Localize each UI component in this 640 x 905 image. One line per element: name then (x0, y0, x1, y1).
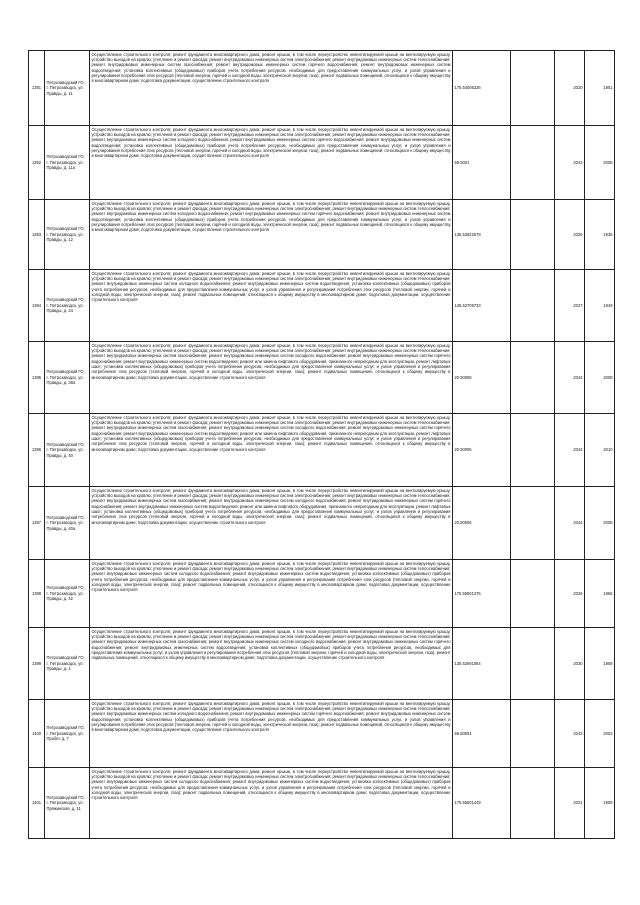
row-planned-year: 2043 (555, 700, 585, 768)
empty-cell (511, 270, 555, 342)
row-built-year: 1951 (585, 51, 615, 126)
row-area: 175.55501275 (453, 560, 511, 628)
row-built-year: 1956 (585, 560, 615, 628)
row-number: 1394 (29, 270, 45, 342)
table-row (29, 51, 615, 126)
row-number: 1396 (29, 414, 45, 487)
row-planned-year: 2030 (555, 628, 585, 700)
table-row (29, 342, 615, 414)
row-address: Петрозаводский ГО, г. Петрозаводск, ул. Правды, д. 42 (45, 560, 90, 628)
row-area: 59.5001 (453, 126, 511, 200)
row-number: 1395 (29, 342, 45, 414)
row-built-year: 2008 (585, 342, 615, 414)
row-address: Петрозаводский ГО, г. Петрозаводск, ул. Пробег, д. 7 (45, 700, 90, 768)
row-area: 20.50008 (453, 342, 511, 414)
table-row (29, 414, 615, 487)
row-works: Осуществление строительного контроля; ремонт фундамента многоквартирного дома; ремонт крыши, в том числе переустройство невентилируемой крыши на вентилируемую крышу, устройство выходов на кровлю; утепление и ремонт фасада; ремонт внутридомовых инженерных систем электроснабжения; ремонт внутридомовых инженерных систем теплоснабжения; ремонт внутридомовых инженерных систем холодного водоснабжения; ремонт внутридомовых инженерных систем горячего водоснабжения; ремонт внутридомовых инженерных систем водоотведения; установка коллективных (общедомовых) приборов учета потребления ресурсов, необходимых для предоставления коммунальных услуг, и узлов управления и регулирования потребления этих ресурсов (тепловой энергии, горячей и холодной воды, электрической энергии, газа); ремонт подвальных помещений, относящихся к общему имуществу в многоквартирном доме; подготовка документации, осуществление строительного контроля (90, 700, 453, 768)
empty-cell (511, 487, 555, 560)
empty-cell (511, 414, 555, 487)
row-works: Осуществление строительного контроля; ремонт фундамента многоквартирного дома; ремонт крыши, в том числе переустройство невентилируемой крыши на вентилируемую крышу, устройство выходов на кровлю; утепление и ремонт фасада; ремонт внутридомовых инженерных систем электроснабжения; ремонт внутридомовых инженерных систем теплоснабжения; ремонт внутридомовых инженерных систем холодного водоснабжения; ремонт внутридомовых инженерных систем водоотведения; установка коллективных (общедомовых) приборов учета потребления ресурсов, необходимых для предоставления коммунальных услуг, и узлов управления и регулирования потребления этих ресурсов (тепловой энергии, горячей и холодной воды, электрической энергии, газа); ремонт подвальных помещений, относящихся к общему имуществу в многоквартирном доме; подготовка документации, осуществление строительного контроля (90, 270, 453, 342)
row-area: 135.52709733 (453, 270, 511, 342)
row-address: Петрозаводский ГО, г. Петрозаводск, ул. Правды, д. 4 (45, 628, 90, 700)
empty-cell (511, 628, 555, 700)
row-address: Петрозаводский ГО, г. Петрозаводск, ул. Правды, д. 11 (45, 51, 90, 126)
table-row (29, 200, 615, 270)
table-row (29, 560, 615, 628)
empty-cell (511, 768, 555, 839)
empty-cell (511, 560, 555, 628)
row-works: Осуществление строительного контроля; ремонт фундамента многоквартирного дома; ремонт крыши, в том числе переустройство невентилируемой крыши на вентилируемую крышу, устройство выходов на кровлю; утепление и ремонт фасада; ремонт внутридомовых инженерных систем электроснабжения; ремонт внутридомовых инженерных систем теплоснабжения; ремонт внутридомовых инженерных систем газоснабжения; ремонт внутридомовых инженерных систем холодного водоснабжения; ремонт внутридомовых инженерных систем горячего водоснабжения; ремонт внутридомовых инженерных систем водоотведения; установка коллективных (общедомовых) приборов учета потребления ресурсов, необходимых для предоставления коммунальных услуг, и узлов управления и регулирования потребления этих ресурсов (тепловой энергии, горячей и холодной воды, электрической энергии, газа); ремонт подвальных помещений, относящихся к общему имуществу в многоквартирном доме; подготовка документации, осуществление строительного контроля (90, 628, 453, 700)
row-planned-year: 2044 (555, 414, 585, 487)
row-area: 175.54006326 (453, 51, 511, 126)
row-number: 1400 (29, 700, 45, 768)
table-row (29, 270, 615, 342)
row-address: Петрозаводский ГО, г. Петрозаводск, ул. Правды, д. 12 (45, 200, 90, 270)
row-works: Осуществление строительного контроля; ремонт фундамента многоквартирного дома; ремонт крыши, в том числе переустройство невентилируемой крыши на вентилируемую крышу, устройство выходов на кровлю; утепление и ремонт фасада; ремонт внутридомовых инженерных систем электроснабжения; ремонт внутридомовых инженерных систем теплоснабжения; ремонт внутридомовых инженерных систем газоснабжения; ремонт внутридомовых инженерных систем холодного водоснабжения; ремонт внутридомовых инженерных систем горячего водоснабжения; ремонт внутридомовых инженерных систем водоотведения; ремонт или замена лифтового оборудования, признанного непригодным для эксплуатации, ремонт лифтовых шахт; установка коллективных (общедомовых) приборов учета потребления ресурсов, необходимых для предоставления коммунальных услуг, и узлов управления и регулирования потребления этих ресурсов (тепловой энергии, горячей и холодной воды, электрической энергии, газа); ремонт подвальных помещений, относящихся к общему имуществу в многоквартирном доме; подготовка документации, осуществление строительного контроля (90, 342, 453, 414)
row-built-year: 1949 (585, 270, 615, 342)
row-built-year: 2010 (585, 414, 615, 487)
row-built-year: 1936 (585, 200, 615, 270)
row-works: Осуществление строительного контроля; ремонт фундамента многоквартирного дома; ремонт крыши, в том числе переустройство невентилируемой крыши на вентилируемую крышу, устройство выходов на кровлю; утепление и ремонт фасада; ремонт внутридомовых инженерных систем электроснабжения; ремонт внутридомовых инженерных систем теплоснабжения; ремонт внутридомовых инженерных систем газоснабжения; ремонт внутридомовых инженерных систем горячего водоснабжения; ремонт внутридомовых инженерных систем водоотведения; установка коллективных (общедомовых) приборов учета потребления ресурсов, необходимых для предоставления коммунальных услуг, и узлов управления и регулирования потребления этих ресурсов (тепловой энергии, горячей и холодной воды, электрической энергии, газа); ремонт подвальных помещений, относящихся к общему имуществу в многоквартирном доме; подготовка документации, осуществление строительного контроля (90, 51, 453, 126)
row-area: 20.50006 (453, 487, 511, 560)
row-planned-year: 2021 (555, 768, 585, 839)
row-number: 1399 (29, 628, 45, 700)
row-number: 1401 (29, 768, 45, 839)
row-works: Осуществление строительного контроля; ремонт фундамента многоквартирного дома; ремонт крыши, в том числе переустройство невентилируемой крыши на вентилируемую крышу, устройство выходов на кровлю; утепление и ремонт фасада; ремонт внутридомовых инженерных систем электроснабжения; ремонт внутридомовых инженерных систем теплоснабжения; ремонт внутридомовых инженерных систем газоснабжения; ремонт внутридомовых инженерных систем холодного водоснабжения; ремонт внутридомовых инженерных систем горячего водоснабжения; ремонт внутридомовых инженерных систем водоотведения; ремонт или замена лифтового оборудования, признанного непригодным для эксплуатации, ремонт лифтовых шахт; установка коллективных (общедомовых) приборов учета потребления ресурсов, необходимых для предоставления коммунальных услуг, и узлов управления и регулирования потребления этих ресурсов (тепловой энергии, горячей и холодной воды, электрической энергии, газа); ремонт подвальных помещений, относящихся к общему имуществу в многоквартирном доме; подготовка документации, осуществление строительного контроля (90, 414, 453, 487)
row-works: Осуществление строительного контроля; ремонт фундамента многоквартирного дома; ремонт крыши, в том числе переустройство невентилируемой крыши на вентилируемую крышу, устройство выходов на кровлю; утепление и ремонт фасада; ремонт внутридомовых инженерных систем электроснабжения; ремонт внутридомовых инженерных систем теплоснабжения; ремонт внутридомовых инженерных систем холодного водоснабжения; ремонт внутридомовых инженерных систем горячего водоснабжения; ремонт внутридомовых инженерных систем водоотведения; установка коллективных (общедомовых) приборов учета потребления ресурсов, необходимых для предоставления коммунальных услуг, и узлов управления и регулирования потребления этих ресурсов (тепловой энергии, горячей и холодной воды, электрической энергии, газа); ремонт подвальных помещений, относящихся к общему имуществу в многоквартирном доме; подготовка документации, осуществление строительного контроля (90, 126, 453, 200)
row-address: Петрозаводский ГО, г. Петрозаводск, ул. Правды, д. 11а (45, 126, 90, 200)
table-row (29, 768, 615, 839)
document-page (28, 50, 614, 839)
table-row (29, 126, 615, 200)
row-built-year: 1959 (585, 768, 615, 839)
row-number: 1397 (29, 487, 45, 560)
empty-cell (511, 200, 555, 270)
row-area: 59.50004 (453, 700, 511, 768)
empty-cell (511, 126, 555, 200)
row-planned-year: 2026 (555, 200, 585, 270)
table-body (29, 51, 615, 839)
row-number: 1398 (29, 560, 45, 628)
row-address: Петрозаводский ГО, г. Петрозаводск, ул. Пряжинская, д. 11 (45, 768, 90, 839)
row-built-year: 2002 (585, 700, 615, 768)
row-area: 135.53822578 (453, 200, 511, 270)
repair-program-table (28, 50, 615, 839)
row-planned-year: 2027 (555, 270, 585, 342)
row-planned-year: 2026 (555, 560, 585, 628)
row-number: 1393 (29, 200, 45, 270)
row-address: Петрозаводский ГО, г. Петрозаводск, ул. Правды, д. 34 (45, 270, 90, 342)
row-works: Осуществление строительного контроля; ремонт фундамента многоквартирного дома; ремонт крыши, в том числе переустройство невентилируемой крыши на вентилируемую крышу, устройство выходов на кровлю; утепление и ремонт фасада; ремонт внутридомовых инженерных систем электроснабжения; ремонт внутридомовых инженерных систем теплоснабжения; ремонт внутридомовых инженерных систем холодного водоснабжения; ремонт внутридомовых инженерных систем горячего водоснабжения; ремонт внутридомовых инженерных систем водоотведения; установка коллективных (общедомовых) приборов учета потребления ресурсов, необходимых для предоставления коммунальных услуг, и узлов управления и регулирования потребления этих ресурсов (тепловой энергии, горячей и холодной воды, электрической энергии, газа); ремонт подвальных помещений, относящихся к общему имуществу в многоквартирном доме; подготовка документации, осуществление строительного контроля (90, 200, 453, 270)
row-address: Петрозаводский ГО, г. Петрозаводск, ул. Правды, д. 38а (45, 342, 90, 414)
row-built-year: 2008 (585, 126, 615, 200)
row-works: Осуществление строительного контроля; ремонт фундамента многоквартирного дома; ремонт крыши, в том числе переустройство невентилируемой крыши на вентилируемую крышу, устройство выходов на кровлю; утепление и ремонт фасада; ремонт внутридомовых инженерных систем электроснабжения; ремонт внутридомовых инженерных систем теплоснабжения; ремонт внутридомовых инженерных систем холодного водоснабжения; ремонт внутридомовых инженерных систем водоотведения; установка коллективных (общедомовых) приборов учета потребления ресурсов, необходимых для предоставления коммунальных услуг, и узлов управления и регулирования потребления этих ресурсов (тепловой энергии, горячей и холодной воды, электрической энергии, газа); ремонт подвальных помещений, относящихся к общему имуществу в многоквартирном доме; подготовка документации, осуществление строительного контроля (90, 768, 453, 839)
table-row (29, 700, 615, 768)
row-planned-year: 2044 (555, 342, 585, 414)
row-area: 175.55501449 (453, 768, 511, 839)
table-row (29, 628, 615, 700)
row-number: 1391 (29, 51, 45, 126)
empty-cell (511, 51, 555, 126)
table-row (29, 487, 615, 560)
row-area: 135.52691064 (453, 628, 511, 700)
empty-cell (511, 700, 555, 768)
row-address: Петрозаводский ГО, г. Петрозаводск, ул. Правды, д. 40 (45, 414, 90, 487)
row-number: 1392 (29, 126, 45, 200)
row-works: Осуществление строительного контроля; ремонт фундамента многоквартирного дома; ремонт крыши, в том числе переустройство невентилируемой крыши на вентилируемую крышу, устройство выходов на кровлю; утепление и ремонт фасада; ремонт внутридомовых инженерных систем электроснабжения; ремонт внутридомовых инженерных систем теплоснабжения; ремонт внутридомовых инженерных систем холодного водоснабжения; ремонт внутридомовых инженерных систем водоотведения; установка коллективных (общедомовых) приборов учета потребления ресурсов, необходимых для предоставления коммунальных услуг, и узлов управления и регулирования потребления этих ресурсов (тепловой энергии, горячей и холодной воды, электрической энергии, газа); ремонт подвальных помещений, относящихся к общему имуществу в многоквартирном доме; подготовка документации, осуществление строительного контроля (90, 560, 453, 628)
row-area: 20.50006 (453, 414, 511, 487)
row-address: Петрозаводский ГО, г. Петрозаводск, ул. Правды, д. 40а (45, 487, 90, 560)
row-planned-year: 2020 (555, 51, 585, 126)
row-built-year: 2008 (585, 487, 615, 560)
empty-cell (511, 342, 555, 414)
row-works: Осуществление строительного контроля; ремонт фундамента многоквартирного дома; ремонт крыши, в том числе переустройство невентилируемой крыши на вентилируемую крышу, устройство выходов на кровлю; утепление и ремонт фасада; ремонт внутридомовых инженерных систем электроснабжения; ремонт внутридомовых инженерных систем теплоснабжения; ремонт внутридомовых инженерных систем газоснабжения; ремонт внутридомовых инженерных систем холодного водоснабжения; ремонт внутридомовых инженерных систем горячего водоснабжения; ремонт внутридомовых инженерных систем водоотведения; ремонт или замена лифтового оборудования, признанного непригодным для эксплуатации, ремонт лифтовых шахт; установка коллективных (общедомовых) приборов учета потребления ресурсов, необходимых для предоставления коммунальных услуг, и узлов управления и регулирования потребления этих ресурсов (тепловой энергии, горячей и холодной воды, электрической энергии, газа); ремонт подвальных помещений, относящихся к общему имуществу в многоквартирном доме; подготовка документации, осуществление строительного контроля (90, 487, 453, 560)
row-planned-year: 2044 (555, 487, 585, 560)
row-planned-year: 2043 (555, 126, 585, 200)
row-built-year: 1959 (585, 628, 615, 700)
